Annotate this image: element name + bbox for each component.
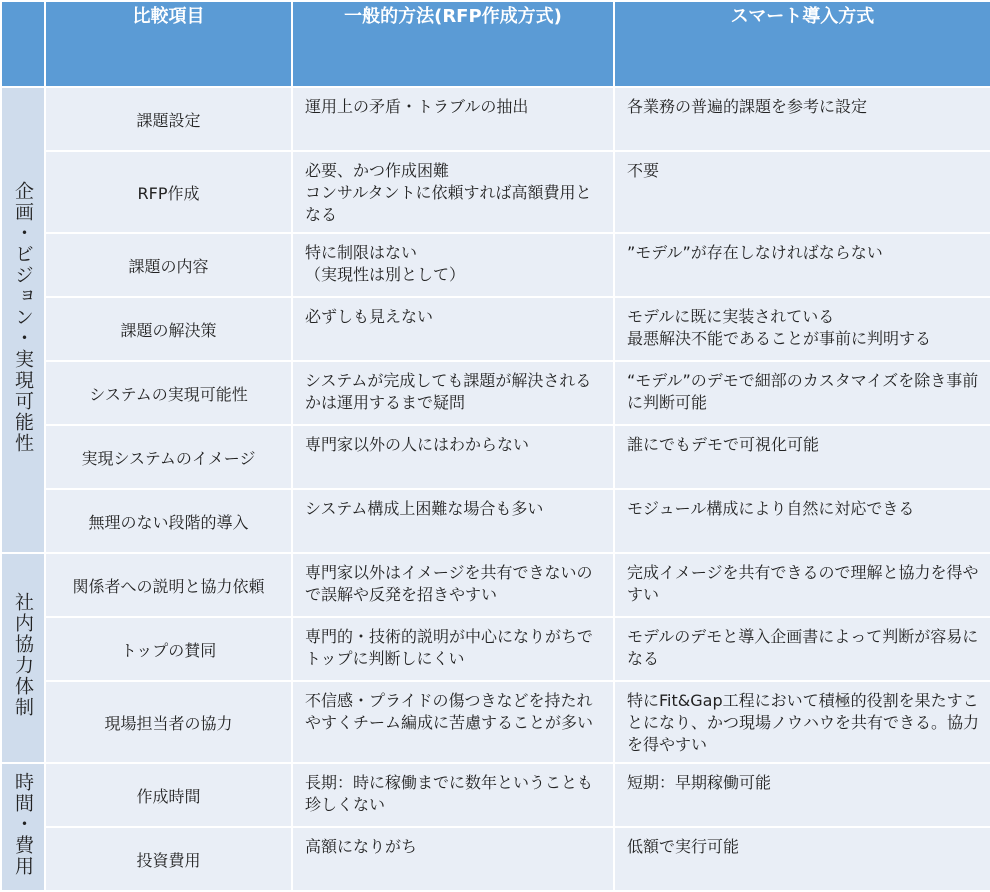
row-general: 特に制限はない （実現性は別として） [293, 234, 613, 296]
row-general: 専門家以外の人にはわからない [293, 426, 613, 488]
table-row [2, 682, 990, 762]
group-label-planning: 企画・ビジョン・実現可能性 [2, 88, 44, 552]
header-smart-method: スマート導入方式 [615, 2, 990, 86]
table-row [2, 298, 990, 360]
row-item: システムの実現可能性 [46, 362, 291, 424]
row-general: システム構成上困難な場合も多い [293, 490, 613, 552]
row-general: システムが完成しても課題が解決されるかは運用するまで疑問 [293, 362, 613, 424]
group-label-time-cost: 時間・費用 [2, 764, 44, 890]
table-row [2, 234, 990, 296]
table-row [2, 88, 990, 150]
row-smart: 不要 [615, 152, 990, 232]
row-smart: 誰にでもデモで可視化可能 [615, 426, 990, 488]
row-smart: モデルに既に実装されている 最悪解決不能であることが事前に判明する [615, 298, 990, 360]
row-smart: 完成イメージを共有できるので理解と協力を得やすい [615, 554, 990, 616]
row-smart: ”モデル”が存在しなければならない [615, 234, 990, 296]
table-row [2, 426, 990, 488]
table-row [2, 362, 990, 424]
row-smart: 短期：早期稼働可能 [615, 764, 990, 826]
row-general: 専門家以外はイメージを共有できないので誤解や反発を招きやすい [293, 554, 613, 616]
row-item: 現場担当者の協力 [46, 682, 291, 762]
row-general: 専門的・技術的説明が中心になりがちでトップに判断しにくい [293, 618, 613, 680]
row-smart: 各業務の普遍的課題を参考に設定 [615, 88, 990, 150]
row-item: 無理のない段階的導入 [46, 490, 291, 552]
header-row [2, 2, 990, 86]
row-item: 投資費用 [46, 828, 291, 890]
row-item: トップの賛同 [46, 618, 291, 680]
header-general-method: 一般的方法(RFP作成方式) [293, 2, 613, 86]
row-general: 必要、かつ作成困難 コンサルタントに依頼すれば高額費用となる [293, 152, 613, 232]
table-row [2, 618, 990, 680]
row-item: 課題の内容 [46, 234, 291, 296]
table-row [2, 554, 990, 616]
header-corner [2, 2, 44, 86]
table-row [2, 828, 990, 890]
table-row [2, 764, 990, 826]
group-label-cooperation: 社内協力体制 [2, 554, 44, 762]
row-item: 実現システムのイメージ [46, 426, 291, 488]
row-smart: 低額で実行可能 [615, 828, 990, 890]
row-item: 関係者への説明と協力依頼 [46, 554, 291, 616]
row-item: 課題の解決策 [46, 298, 291, 360]
row-general: 長期：時に稼働までに数年ということも珍しくない [293, 764, 613, 826]
row-item: 作成時間 [46, 764, 291, 826]
table-row [2, 152, 990, 232]
header-comparison-item: 比較項目 [46, 2, 291, 86]
row-item: 課題設定 [46, 88, 291, 150]
row-smart: 特にFit&Gap工程において積極的役割を果たすことになり、かつ現場ノウハウを共有できる。協力を得やすい [615, 682, 990, 762]
row-general: 高額になりがち [293, 828, 613, 890]
row-general: 運用上の矛盾・トラブルの抽出 [293, 88, 613, 150]
row-smart: モデルのデモと導入企画書によって判断が容易になる [615, 618, 990, 680]
row-item: RFP作成 [46, 152, 291, 232]
row-general: 不信感・プライドの傷つきなどを持たれやすくチーム編成に苦慮することが多い [293, 682, 613, 762]
row-smart: モジュール構成により自然に対応できる [615, 490, 990, 552]
row-smart: “モデル”のデモで細部のカスタマイズを除き事前に判断可能 [615, 362, 990, 424]
row-general: 必ずしも見えない [293, 298, 613, 360]
table-row [2, 490, 990, 552]
